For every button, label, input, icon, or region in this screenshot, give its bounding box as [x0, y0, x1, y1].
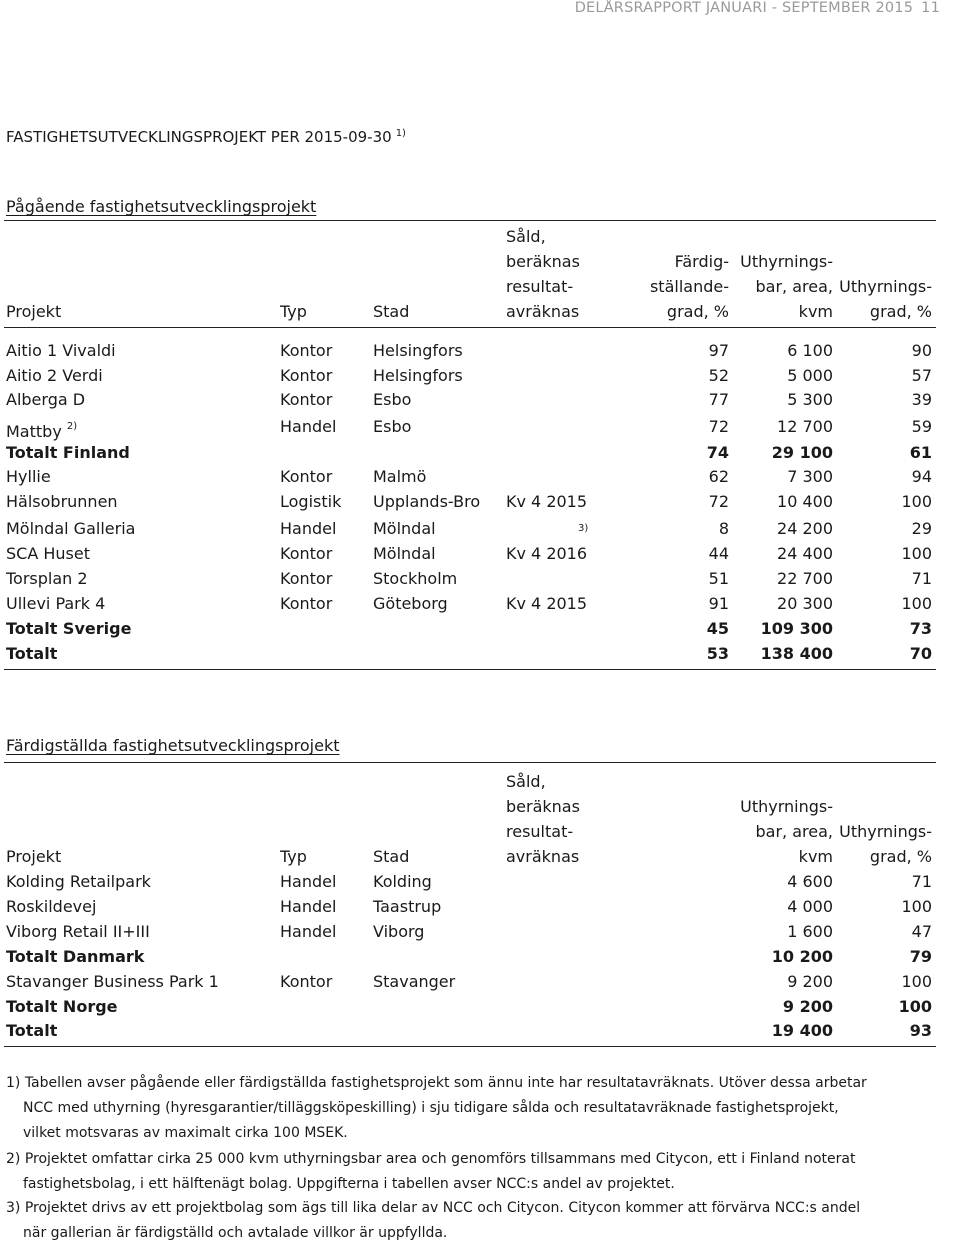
completed-heading: Färdigställda fastighetsutvecklingsprojekt	[6, 736, 340, 755]
cell-type: Kontor	[280, 594, 333, 613]
cell-letting: 70	[909, 644, 932, 663]
col-header-letting-2: grad, %	[869, 302, 932, 321]
cell-project: Alberga D	[6, 390, 86, 409]
cell-type: Kontor	[280, 972, 333, 991]
cell-letting: 79	[909, 947, 932, 966]
cell-type: Kontor	[280, 569, 333, 588]
running-title: DELÅRSRAPPORT JANUARI - SEPTEMBER 2015	[574, 0, 914, 16]
cell-letting: 100	[901, 897, 932, 916]
cell-completion: 44	[708, 544, 729, 563]
cell-project: Ullevi Park 4	[6, 594, 106, 613]
cell-letting: 61	[909, 443, 932, 462]
cell-city: Esbo	[373, 417, 412, 436]
cell-area: 19 400	[771, 1021, 833, 1040]
table-row-total	[0, 994, 960, 1019]
footnote-line: vilket motsvaras av maximalt cirka 100 MSEK.	[23, 1125, 348, 1141]
cell-letting: 57	[911, 366, 932, 385]
cell-project: Hälsobrunnen	[6, 492, 118, 511]
footnote-line: fastighetsbolag, i ett hälftenägt bolag. Uppgifterna i tabellen avser NCC:s andel av projektet.	[23, 1176, 675, 1192]
ongoing-heading: Pågående fastighetsutvecklingsprojekt	[6, 197, 317, 216]
cell-city: Mölndal	[373, 519, 436, 538]
footnote-line: 2) Projektet omfattar cirka 25 000 kvm uthyrningsbar area och genomförs tillsammans med Citycon, ett i Finland noterat	[6, 1151, 856, 1167]
cell-city: Helsingfors	[373, 341, 463, 360]
cell-letting: 100	[901, 492, 932, 511]
cell-letting: 39	[911, 390, 932, 409]
col-header-type: Typ	[280, 847, 307, 866]
footnote-line: NCC med uthyrning (hyresgarantier/tilläggsköpeskilling) i sju tidigare sålda och resultatavräknade fastighetsprojekt,	[23, 1100, 839, 1116]
cell-type: Kontor	[280, 366, 333, 385]
cell-area: 6 100	[787, 341, 833, 360]
table-row-total	[0, 440, 960, 465]
table-row-total	[0, 641, 960, 666]
col-header-city: Stad	[373, 847, 410, 866]
cell-type: Kontor	[280, 390, 333, 409]
footnote-line: 1) Tabellen avser pågående eller färdigställda fastighetsprojekt som ännu inte har resultatavräknats. Utöver dessa arbetar	[6, 1075, 867, 1091]
cell-sold: Kv 4 2015	[506, 492, 588, 511]
table-row	[0, 516, 960, 541]
table-row	[0, 414, 960, 439]
table-row-total	[0, 616, 960, 641]
cell-area: 22 700	[777, 569, 833, 588]
col-header-sold-3: resultat-	[506, 277, 574, 296]
table-row	[0, 541, 960, 566]
cell-project: SCA Huset	[6, 544, 90, 563]
cell-project: Aitio 2 Verdi	[6, 366, 103, 385]
cell-project: Stavanger Business Park 1	[6, 972, 219, 991]
cell-completion: 72	[708, 417, 729, 436]
col-header-sold-4: avräknas	[506, 302, 580, 321]
cell-area: 10 400	[777, 492, 833, 511]
cell-completion: 51	[708, 569, 729, 588]
cell-completion: 52	[708, 366, 729, 385]
cell-city: Mölndal	[373, 544, 436, 563]
cell-city: Stockholm	[373, 569, 458, 588]
table-row	[0, 363, 960, 388]
col-header-completion-2: ställande-	[649, 277, 729, 296]
table-row	[0, 591, 960, 616]
cell-letting: 90	[911, 341, 932, 360]
cell-project: Mölndal Galleria	[6, 519, 136, 538]
cell-type: Kontor	[280, 467, 333, 486]
cell-city: Kolding	[373, 872, 432, 891]
ongoing-header-rule	[4, 327, 936, 328]
col-header-letting-2: grad, %	[869, 847, 932, 866]
footnote	[6, 1196, 936, 1245]
cell-project-text: Mattby	[6, 422, 62, 441]
cell-sold: Kv 4 2015	[506, 594, 588, 613]
cell-letting: 93	[909, 1021, 932, 1040]
cell-letting: 73	[909, 619, 932, 638]
col-header-area-3: kvm	[798, 302, 833, 321]
cell-letting: 47	[911, 922, 932, 941]
cell-area: 109 300	[760, 619, 833, 638]
cell-letting: 100	[898, 997, 932, 1016]
cell-area: 4 600	[787, 872, 833, 891]
footnote	[6, 1071, 936, 1146]
col-header-sold-1: Såld,	[506, 227, 546, 246]
cell-letting: 100	[901, 544, 932, 563]
cell-type: Kontor	[280, 341, 333, 360]
table-row	[0, 489, 960, 514]
cell-type: Kontor	[280, 544, 333, 563]
cell-completion: 74	[706, 443, 729, 462]
cell-area: 1 600	[787, 922, 833, 941]
footnote	[6, 1147, 936, 1197]
cell-project: Aitio 1 Vivaldi	[6, 341, 116, 360]
cell-type: Handel	[280, 872, 337, 891]
cell-project: Totalt Finland	[6, 443, 130, 462]
cell-project: Totalt	[6, 1021, 58, 1040]
cell-letting: 100	[901, 594, 932, 613]
table-row	[0, 464, 960, 489]
cell-area: 4 000	[787, 897, 833, 916]
ongoing-bottom-rule	[4, 669, 936, 670]
cell-city: Helsingfors	[373, 366, 463, 385]
cell-area: 138 400	[760, 644, 833, 663]
cell-sold: Kv 4 2016	[506, 544, 588, 563]
cell-letting: 29	[911, 519, 932, 538]
page-number: 11	[921, 0, 940, 16]
cell-area: 7 300	[787, 467, 833, 486]
col-header-city: Stad	[373, 302, 410, 321]
col-header-sold-4: avräknas	[506, 847, 580, 866]
cell-type: Handel	[280, 922, 337, 941]
page-title-text: FASTIGHETSUTVECKLINGSPROJEKT PER 2015-09-30	[6, 128, 392, 146]
cell-area: 9 200	[782, 997, 833, 1016]
col-header-letting-1: Uthyrnings-	[839, 822, 932, 841]
cell-area: 24 400	[777, 544, 833, 563]
cell-completion: 62	[708, 467, 729, 486]
col-header-area-1: Uthyrnings-	[740, 797, 833, 816]
cell-area: 5 000	[787, 366, 833, 385]
cell-city: Göteborg	[373, 594, 448, 613]
cell-city: Stavanger	[373, 972, 456, 991]
cell-area: 5 300	[787, 390, 833, 409]
cell-city: Viborg	[373, 922, 425, 941]
cell-completion: 53	[706, 644, 729, 663]
col-header-completion-3: grad, %	[666, 302, 729, 321]
cell-project: Totalt	[6, 644, 58, 663]
cell-city: Upplands-Bro	[373, 492, 481, 511]
cell-area: 10 200	[771, 947, 833, 966]
cell-completion: 45	[706, 619, 729, 638]
table-row	[0, 919, 960, 944]
cell-city: Esbo	[373, 390, 412, 409]
footnote-ref: 3)	[578, 523, 589, 534]
col-header-type: Typ	[280, 302, 307, 321]
table-row	[0, 338, 960, 363]
table-row	[0, 387, 960, 412]
cell-completion: 72	[708, 492, 729, 511]
table-row-total	[0, 1018, 960, 1043]
cell-letting: 59	[911, 417, 932, 436]
cell-area: 9 200	[787, 972, 833, 991]
col-header-project: Projekt	[6, 847, 62, 866]
cell-city: Taastrup	[373, 897, 442, 916]
cell-area: 20 300	[777, 594, 833, 613]
cell-project: Totalt Danmark	[6, 947, 145, 966]
completed-bottom-rule	[4, 1046, 936, 1047]
cell-area: 12 700	[777, 417, 833, 436]
table-row	[0, 894, 960, 919]
table-row	[0, 869, 960, 894]
cell-area: 29 100	[771, 443, 833, 462]
cell-project: Hyllie	[6, 467, 51, 486]
cell-completion: 8	[718, 519, 729, 538]
cell-type: Handel	[280, 519, 337, 538]
footnote-line: när gallerian är färdigställd och avtalade villkor är uppfyllda.	[23, 1225, 448, 1241]
cell-project: Totalt Sverige	[6, 619, 132, 638]
table-row-total	[0, 944, 960, 969]
cell-type: Logistik	[280, 492, 342, 511]
col-header-area-2: bar, area,	[755, 822, 833, 841]
running-header	[520, 0, 940, 16]
table-row	[0, 969, 960, 994]
cell-project: Torsplan 2	[6, 569, 88, 588]
col-header-sold-1: Såld,	[506, 772, 546, 791]
cell-type: Handel	[280, 417, 337, 436]
cell-project: Roskildevej	[6, 897, 97, 916]
col-header-sold-3: resultat-	[506, 822, 574, 841]
cell-completion: 91	[708, 594, 729, 613]
col-header-area-3: kvm	[798, 847, 833, 866]
col-header-letting-1: Uthyrnings-	[839, 277, 932, 296]
page-title	[6, 128, 406, 146]
footnote-ref: 2)	[66, 421, 78, 432]
col-header-completion-1: Färdig-	[674, 252, 729, 271]
cell-city: Malmö	[373, 467, 427, 486]
completed-top-rule	[4, 762, 936, 763]
footnote-line: 3) Projektet drivs av ett projektbolag som ägs till lika delar av NCC och Citycon. Citycon kommer att förvärva NCC:s andel	[6, 1200, 861, 1216]
cell-project: Viborg Retail II+III	[6, 922, 150, 941]
cell-letting: 100	[901, 972, 932, 991]
ongoing-top-rule	[4, 220, 936, 221]
col-header-project: Projekt	[6, 302, 62, 321]
cell-project: Kolding Retailpark	[6, 872, 151, 891]
table-row	[0, 566, 960, 591]
col-header-area-2: bar, area,	[755, 277, 833, 296]
cell-letting: 94	[911, 467, 932, 486]
col-header-area-1: Uthyrnings-	[740, 252, 833, 271]
col-header-sold-2: beräknas	[506, 797, 580, 816]
cell-type: Handel	[280, 897, 337, 916]
cell-area: 24 200	[777, 519, 833, 538]
cell-letting: 71	[911, 872, 932, 891]
col-header-sold-2: beräknas	[506, 252, 580, 271]
cell-project: Totalt Norge	[6, 997, 118, 1016]
cell-completion: 97	[708, 341, 729, 360]
cell-letting: 71	[911, 569, 932, 588]
page-title-note: 1)	[395, 128, 406, 139]
cell-completion: 77	[708, 390, 729, 409]
